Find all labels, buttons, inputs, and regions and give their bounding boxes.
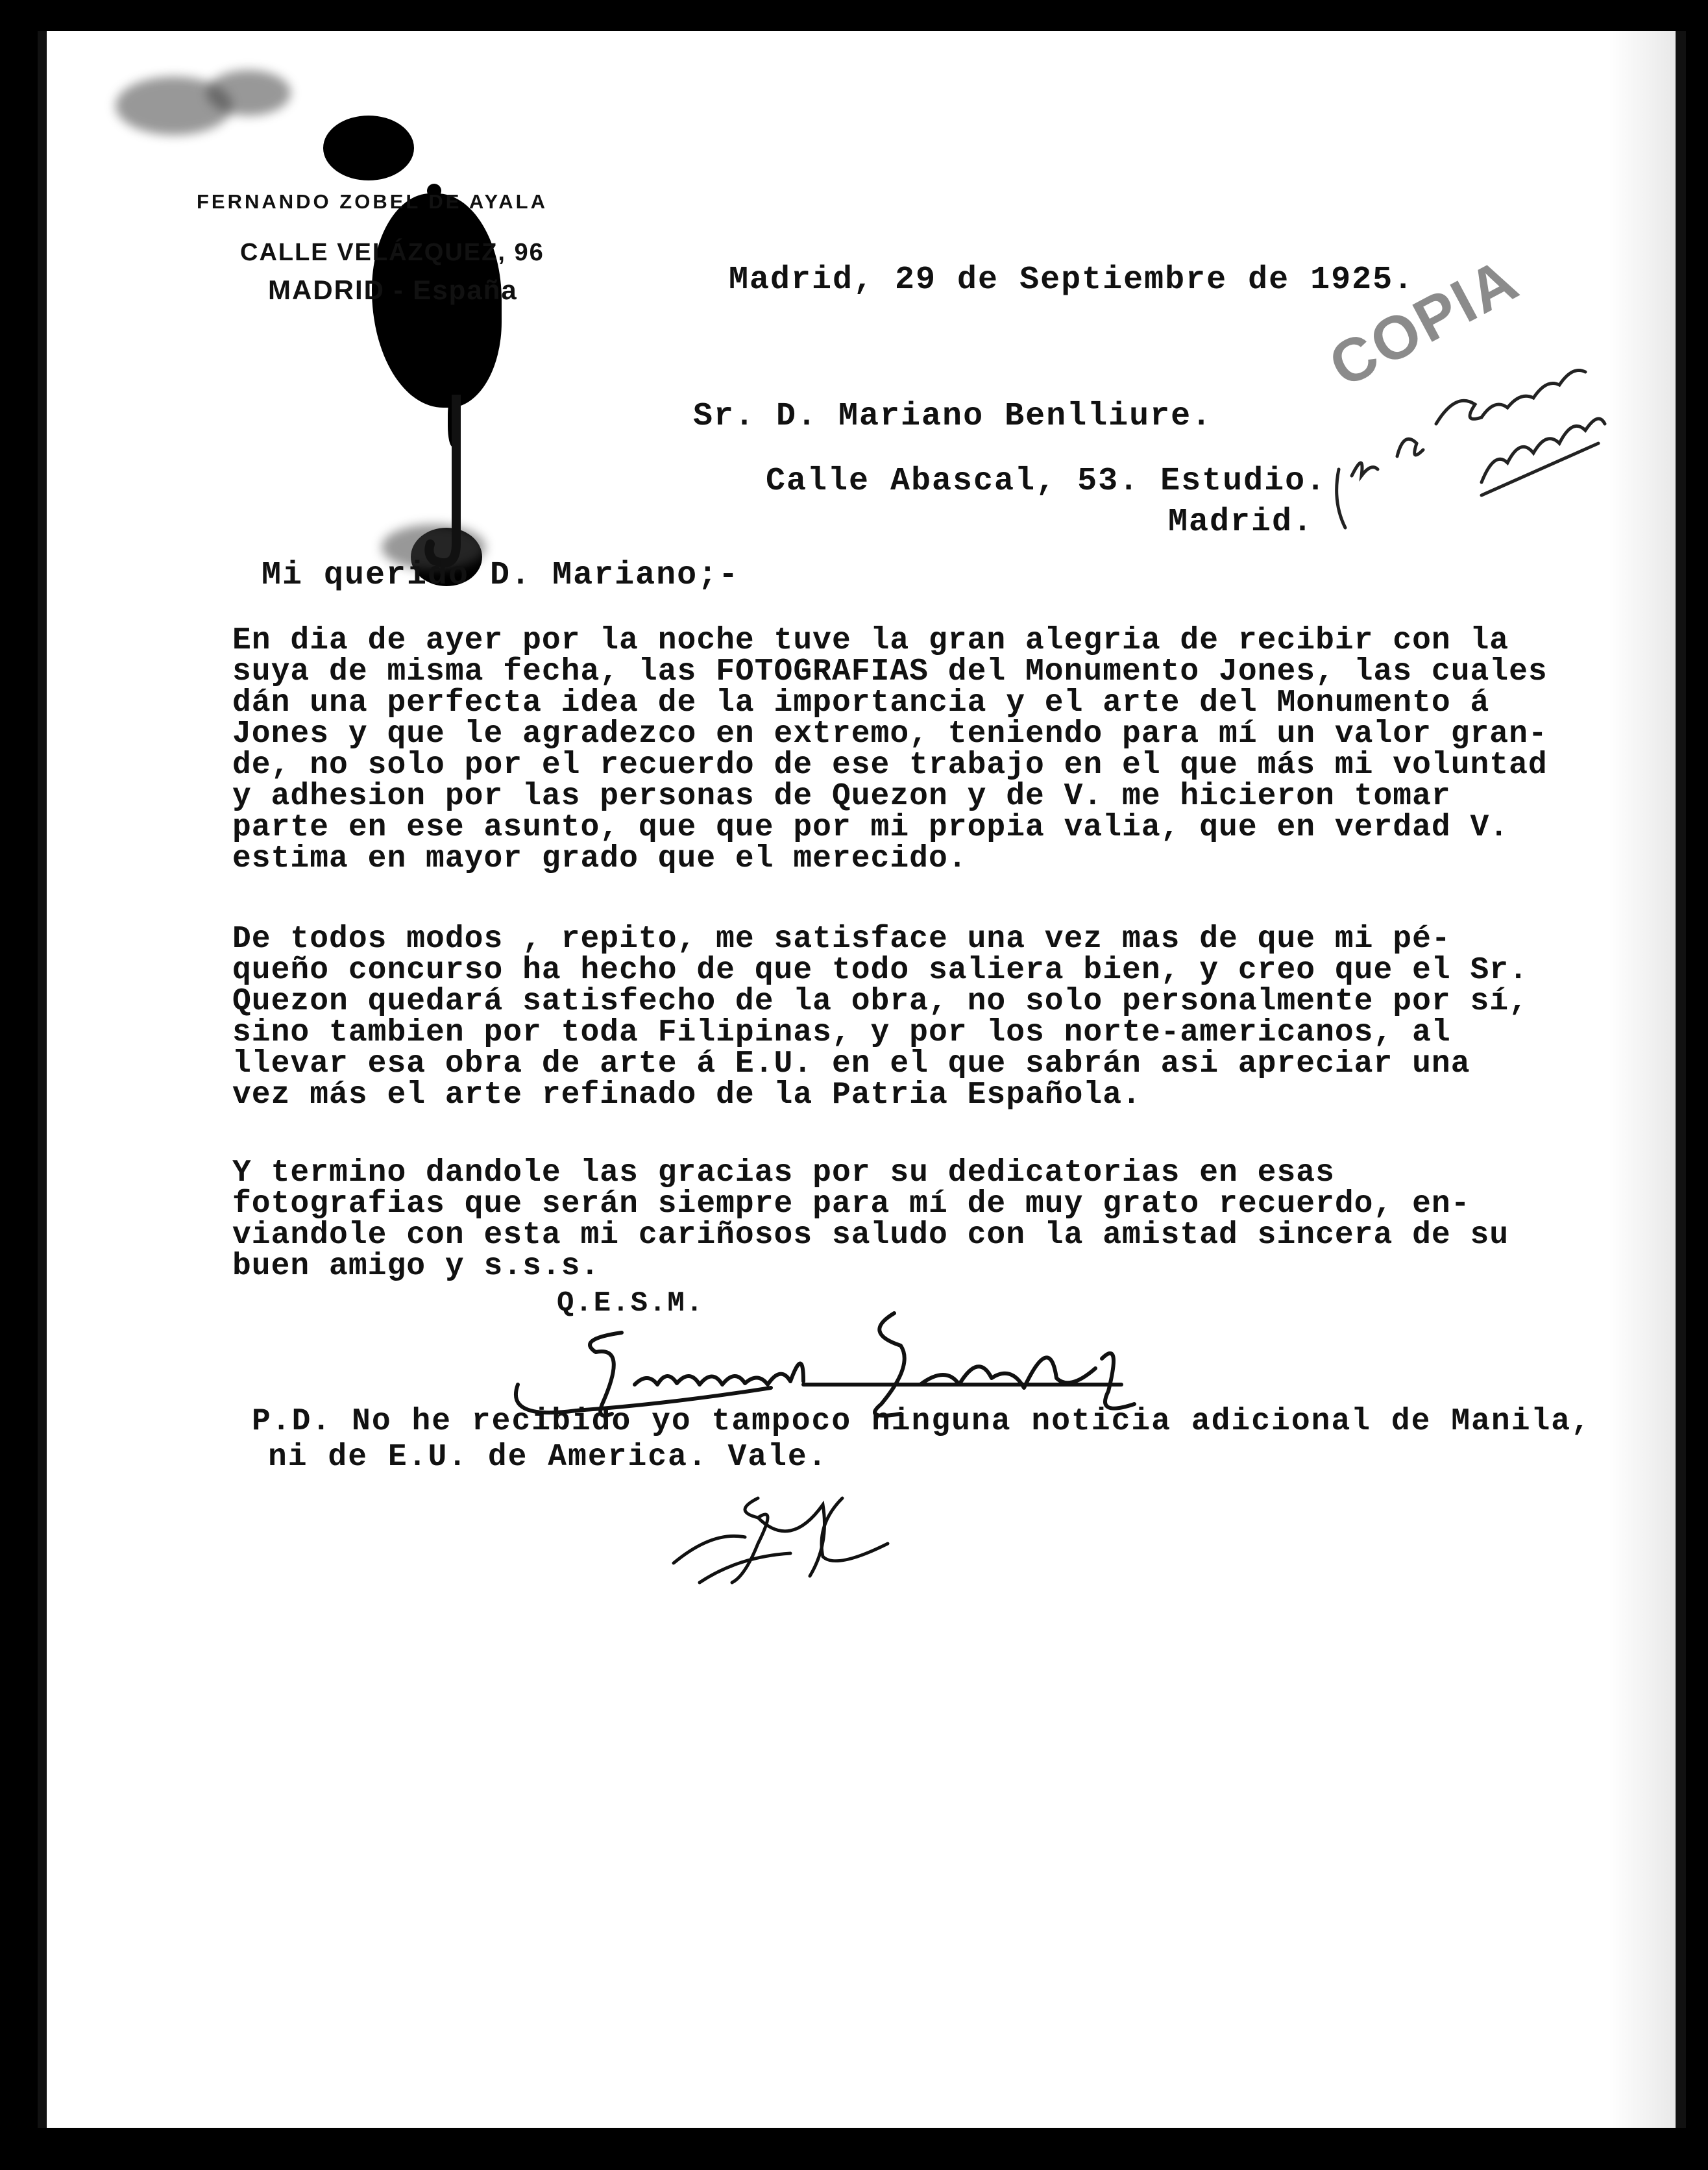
body-paragraph-1 [232,625,1569,874]
closing: Q.E.S.M. [557,1287,705,1320]
copia-stamp: COPIA [1318,244,1530,401]
page-shading [1608,31,1686,2128]
text-line: Quezon quedará satisfecho de la obra, no solo personalmente por sí, [232,984,1528,1019]
text-line: suya de misma fecha, las FOTOGRAFIAS del Monumento Jones, las cuales [232,654,1548,689]
text-line: fotografias que serán siempre para mí de muy grato recuerdo, en- [232,1187,1470,1222]
postscript-line-2: ni de E.U. de America. Vale. [268,1440,828,1475]
text-line: parte en ese asunto, que que por mi propia valia, que en verdad V. [232,810,1509,845]
letterhead-address: CALLE VELÁZQUEZ, 96 [240,239,544,266]
body-paragraph-2 [232,924,1569,1111]
ink-blot [323,116,414,180]
text-line: Y termino dandole las gracias por su dedicatorias en esas [232,1155,1335,1190]
letterhead-name: FERNANDO ZOBEL DE AYALA [197,190,548,213]
recipient-name: Sr. D. Mariano Benlliure. [693,398,1213,435]
scan-edge-left [38,31,47,2128]
text-line: En dia de ayer por la noche tuve la gran alegria de recibir con la [232,623,1509,658]
text-line: buen amigo y s.s.s. [232,1249,600,1284]
text-line: dán una perfecta idea de la importancia y el arte del Monumento á [232,685,1490,721]
ink-smudge [206,70,291,116]
scan-edge-right [1676,31,1686,2128]
handwritten-note [1326,268,1611,547]
letter-date: Madrid, 29 de Septiembre de 1925. [729,262,1415,299]
text-line: estima en mayor grado que el merecido. [232,841,968,876]
text-line: viandole con esta mi cariñosos saludo con la amistad sincera de su [232,1218,1509,1253]
text-line: De todos modos , repito, me satisface una vez mas de que mi pé- [232,922,1451,957]
text-line: queño concurso ha hecho de que todo saliera bien, y creo que el Sr. [232,953,1528,988]
recipient-address: Calle Abascal, 53. Estudio. [766,463,1327,500]
letterhead-city: MADRID - España [268,275,518,305]
recipient-city: Madrid. [1168,504,1314,541]
text-line: vez más el arte refinado de la Patria Española. [232,1078,1141,1113]
body-paragraph-3 [232,1157,1569,1282]
initials-signature [661,1485,933,1589]
text-line: de, no solo por el recuerdo de ese trabajo en el que más mi voluntad [232,748,1548,783]
letter-page [38,31,1686,2128]
salutation: Mi querido D. Mariano;- [262,557,740,594]
postscript-line-1: P.D. No he recibido yo tampoco ninguna noticia adicional de Manila, [252,1404,1591,1439]
text-line: sino tambien por toda Filipinas, y por los norte-americanos, al [232,1015,1451,1050]
text-line: y adhesion por las personas de Quezon y de V. me hicieron tomar [232,779,1451,814]
text-line: Jones y que le agradezco en extremo, teniendo para mí un valor gran- [232,717,1548,752]
text-line: llevar esa obra de arte á E.U. en el que sabrán asi apreciar una [232,1046,1470,1081]
